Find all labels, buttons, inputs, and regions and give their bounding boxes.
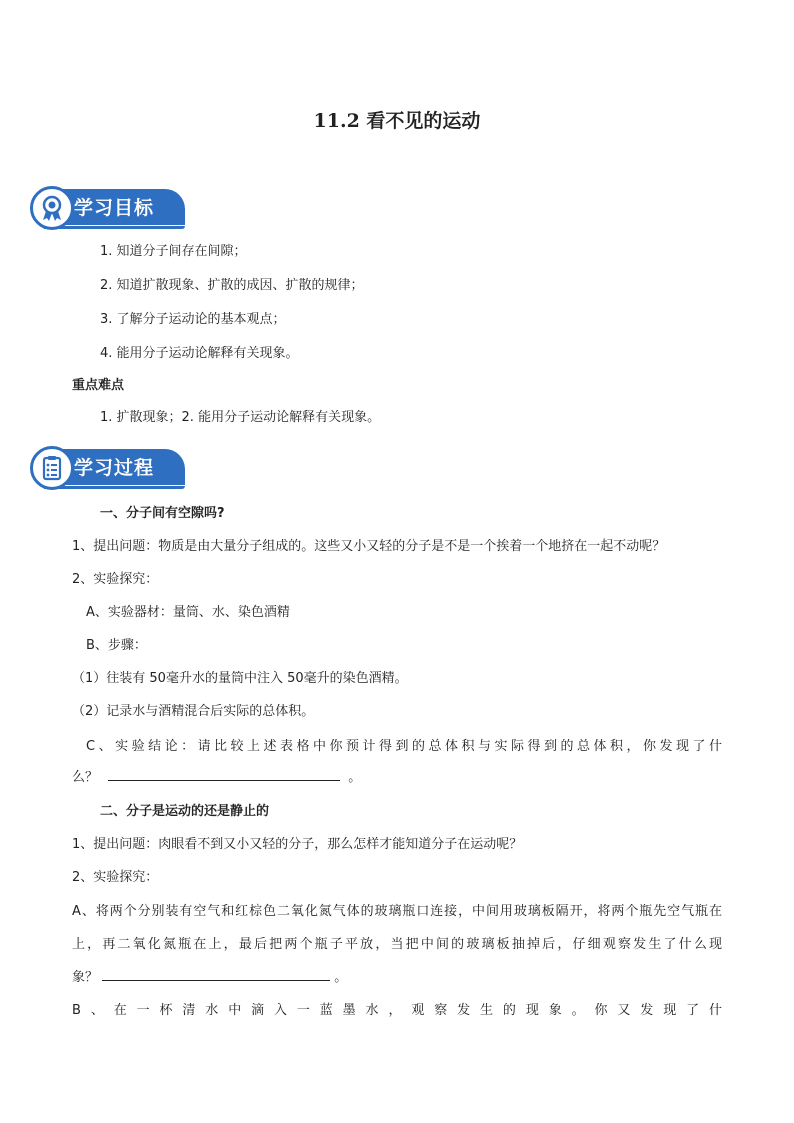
clipboard-icon xyxy=(30,446,74,490)
text-fragment: 么？ xyxy=(72,770,99,785)
paragraph: 上，再二氧化氮瓶在上，最后把两个瓶子平放，当把中间的玻璃板抽掉后，仔细观察发生了什么现 xyxy=(72,937,722,952)
paragraph: B、步骤： xyxy=(86,638,147,653)
objective-item: 2. 知道扩散现象、扩散的成因、扩散的规律； xyxy=(100,278,364,293)
text-fragment: 象？ xyxy=(72,970,99,985)
section-label: 学习目标 xyxy=(74,197,155,219)
section-badge-process xyxy=(30,446,186,488)
paragraph: A、将两个分别装有空气和红棕色二氧化氮气体的玻璃瓶口连接，中间用玻璃板隔开，将两个瓶先空气瓶在 xyxy=(72,904,722,919)
paragraph xyxy=(72,966,347,985)
section-badge-objectives xyxy=(30,186,186,228)
part2-heading: 二、分子是运动的还是静止的 xyxy=(100,804,270,819)
page-title: 11.2 看不见的运动 xyxy=(313,110,481,132)
paragraph: 1、提出问题：肉眼看不到又小又轻的分子，那么怎样才能知道分子在运动呢？ xyxy=(72,837,523,852)
paragraph: 2、实验探究： xyxy=(72,870,159,885)
objective-item: 3. 了解分子运动论的基本观点； xyxy=(100,312,286,327)
text-fragment: 。 xyxy=(348,770,362,785)
paragraph: 1、提出问题：物质是由大量分子组成的。这些又小又轻的分子是不是一个挨着一个地挤在一起不动呢？ xyxy=(72,539,666,554)
paragraph: C、实验结论：请比较上述表格中你预计得到的总体积与实际得到的总体积，你发现了什 xyxy=(86,739,722,754)
award-icon xyxy=(30,186,74,230)
paragraph: A、实验器材：量筒、水、染色酒精 xyxy=(86,605,290,620)
paragraph: 2、实验探究： xyxy=(72,572,159,587)
text-fragment: 。 xyxy=(334,970,348,985)
objective-item: 1. 知道分子间存在间隙； xyxy=(100,244,247,259)
paragraph xyxy=(72,766,361,785)
part1-heading: 一、分子间有空隙吗? xyxy=(100,506,225,521)
section-label: 学习过程 xyxy=(74,457,155,479)
paragraph: B、在一杯清水中滴入一蓝墨水，观察发生的现象。你又发现了什 xyxy=(72,1003,722,1018)
key-points-text: 1. 扩散现象；2. 能用分子运动论解释有关现象。 xyxy=(100,410,381,425)
answer-blank[interactable] xyxy=(102,966,330,981)
objective-item: 4. 能用分子运动论解释有关现象。 xyxy=(100,346,299,361)
key-points-heading: 重点难点 xyxy=(72,378,125,393)
paragraph: （2）记录水与酒精混合后实际的总体积。 xyxy=(72,704,315,719)
answer-blank[interactable] xyxy=(108,766,340,781)
paragraph: （1）往装有 50毫升水的量筒中注入 50毫升的染色酒精。 xyxy=(72,671,408,686)
